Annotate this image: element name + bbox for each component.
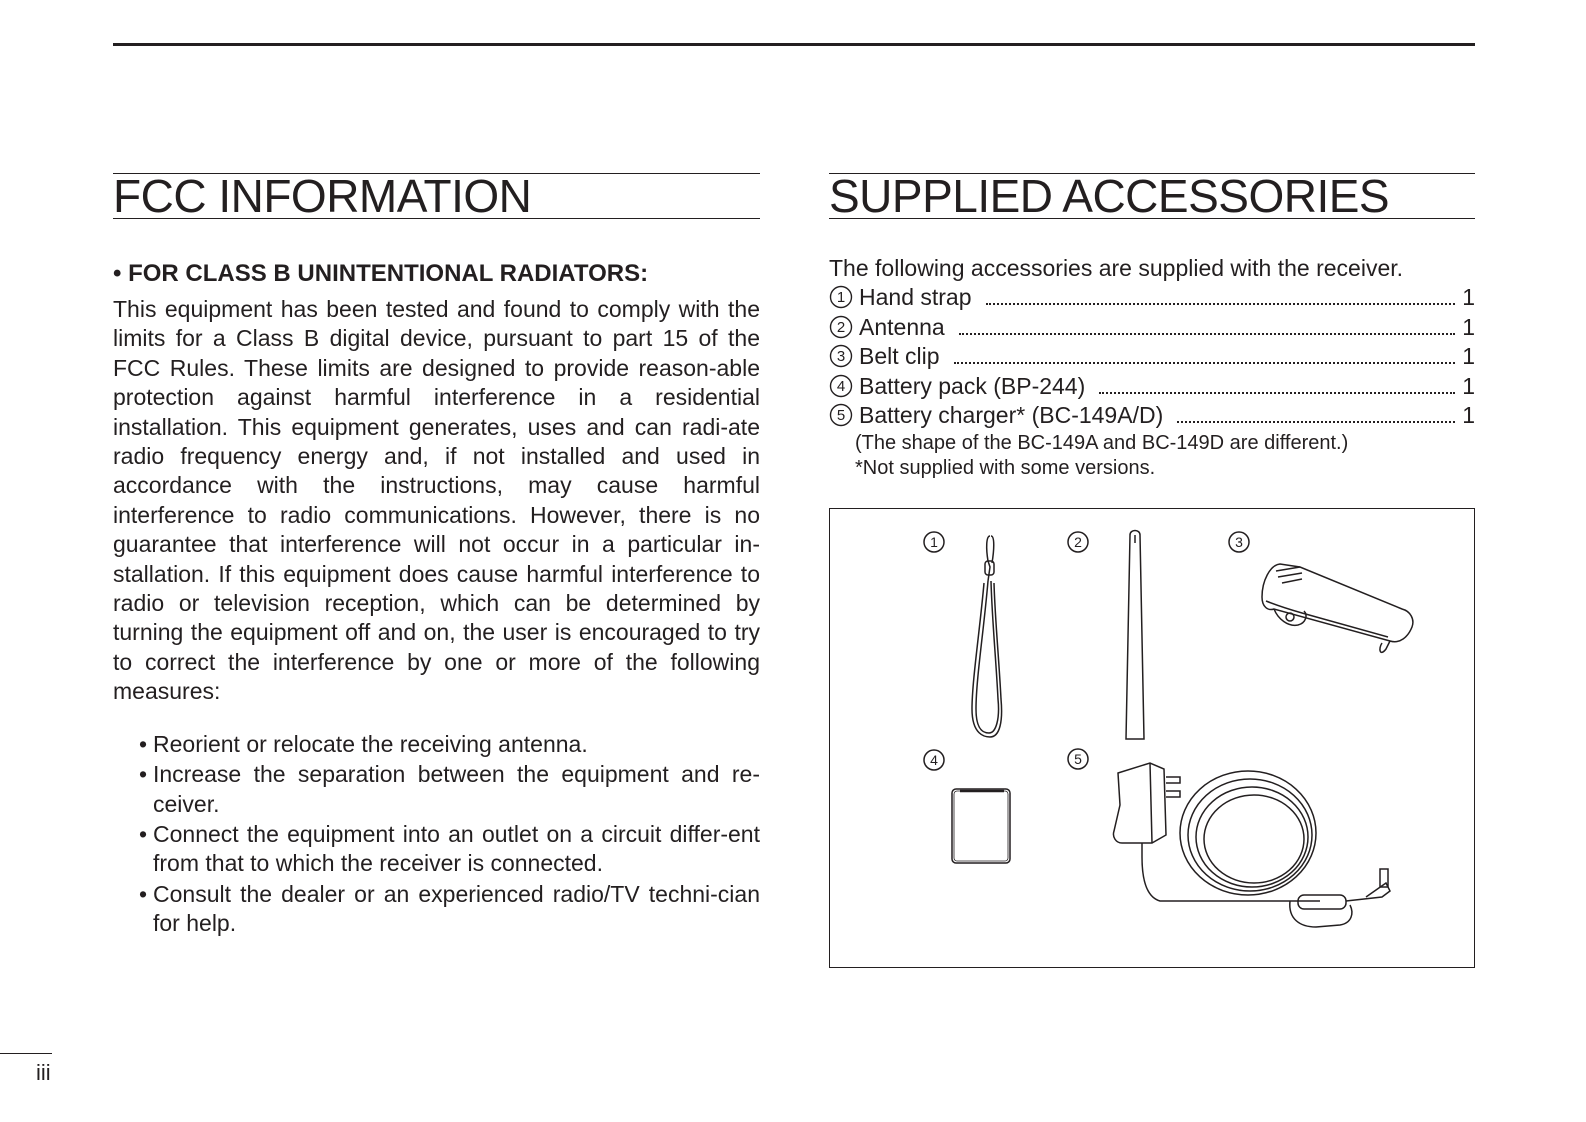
accessories-intro: The following accessories are supplied with the receiver. [829, 255, 1404, 281]
leader-dots [1099, 392, 1455, 394]
figure-label-text: 2 [1074, 534, 1082, 550]
list-item [139, 880, 760, 939]
measure-text: Connect the equipment into an outlet on a circuit differ-ent from that to which the receiver is connected. [153, 820, 760, 877]
item-number: 1 [836, 289, 846, 306]
measures-list [139, 730, 760, 939]
accessories-illustration [830, 509, 1474, 967]
measure-text: Reorient or relocate the receiving antenna. [153, 730, 588, 757]
measure-text: Consult the dealer or an experienced radio/TV techni-cian for help. [153, 880, 760, 937]
antenna-icon [1126, 531, 1144, 740]
accessory-qty: 1 [1462, 402, 1475, 428]
circled-number-icon [829, 313, 859, 343]
list-item [139, 820, 760, 879]
accessory-item-hand-strap [829, 283, 1475, 313]
page-number: iii [36, 1060, 51, 1085]
figure-label-text: 3 [1235, 534, 1243, 550]
battery-pack-icon [952, 789, 1010, 863]
accessory-qty: 1 [1462, 343, 1475, 369]
top-rule [113, 43, 1475, 46]
battery-charger-icon [1113, 763, 1390, 927]
accessory-qty: 1 [1462, 313, 1475, 340]
page-number-rule [0, 1053, 52, 1054]
circled-number-icon [829, 401, 859, 431]
leader-dots [954, 362, 1455, 364]
accessories-list [829, 283, 1475, 431]
measure-text: Increase the separation between the equipment and re-ceiver. [153, 761, 760, 817]
figure-label-text: 1 [930, 534, 938, 550]
accessory-label: Battery pack (BP-244) [859, 372, 1086, 399]
accessories-section [829, 170, 1475, 481]
circled-number-icon [829, 283, 859, 313]
circled-number-icon [829, 372, 859, 402]
figure-label-text: 5 [1074, 751, 1082, 767]
item-number: 2 [836, 318, 846, 336]
list-item [139, 760, 760, 819]
item-number: 3 [836, 348, 846, 365]
leader-dots [1177, 421, 1455, 423]
list-item [139, 730, 760, 759]
bullet-marker: • [139, 730, 148, 757]
fcc-body-text: This equipment has been tested and found to comply with the limits for a Class B digital device, pursuant to part 15 of the FCC Rules. These limits are designed to provide reason-able protection against harmful interference in a residential installation. This equipment generates, uses and can radi-ate radio frequency energy and, if not installed and used in accordance with the instructions, may cause harmful interference to radio communications. However, there is no guarantee that interference will not occur in a particular in-stallation. If this equipment does cause harmful interference to radio or television reception, which can be determined by turning the equipment off and on, the user is encouraged to try to correct the interference by one or more of the following measures: [113, 296, 760, 705]
accessory-item-belt-clip [829, 342, 1475, 372]
fcc-section [113, 170, 760, 940]
accessory-item-antenna [829, 313, 1475, 343]
class-b-subheading: • FOR CLASS B UNINTENTIONAL RADIATORS: [113, 260, 649, 287]
shape-note: (The shape of the BC-149A and BC-149D are different.) [855, 431, 1349, 454]
accessory-label: Hand strap [859, 284, 972, 310]
leader-dots [986, 303, 1455, 305]
circled-number-icon [829, 342, 859, 372]
fcc-title: FCC INFORMATION [113, 173, 760, 219]
versions-note: *Not supplied with some versions. [855, 456, 1156, 479]
belt-clip-icon [1262, 564, 1413, 652]
accessory-label: Battery charger* (BC-149A/D) [859, 402, 1164, 428]
item-number: 4 [836, 377, 846, 395]
accessory-qty: 1 [1462, 372, 1475, 399]
bullet-marker: • [139, 761, 148, 788]
bullet-marker: • [139, 880, 148, 907]
accessory-qty: 1 [1462, 284, 1475, 310]
accessory-label: Belt clip [859, 343, 940, 369]
bullet-marker: • [139, 820, 148, 847]
leader-dots [959, 333, 1455, 335]
accessories-title: SUPPLIED ACCESSORIES [829, 173, 1475, 219]
accessory-item-battery-pack [829, 372, 1475, 402]
accessories-figure [829, 508, 1475, 968]
hand-strap-icon [972, 536, 1002, 737]
accessory-item-battery-charger [829, 401, 1475, 431]
figure-label-text: 4 [930, 752, 938, 768]
item-number: 5 [836, 407, 846, 424]
accessory-label: Antenna [859, 313, 945, 340]
